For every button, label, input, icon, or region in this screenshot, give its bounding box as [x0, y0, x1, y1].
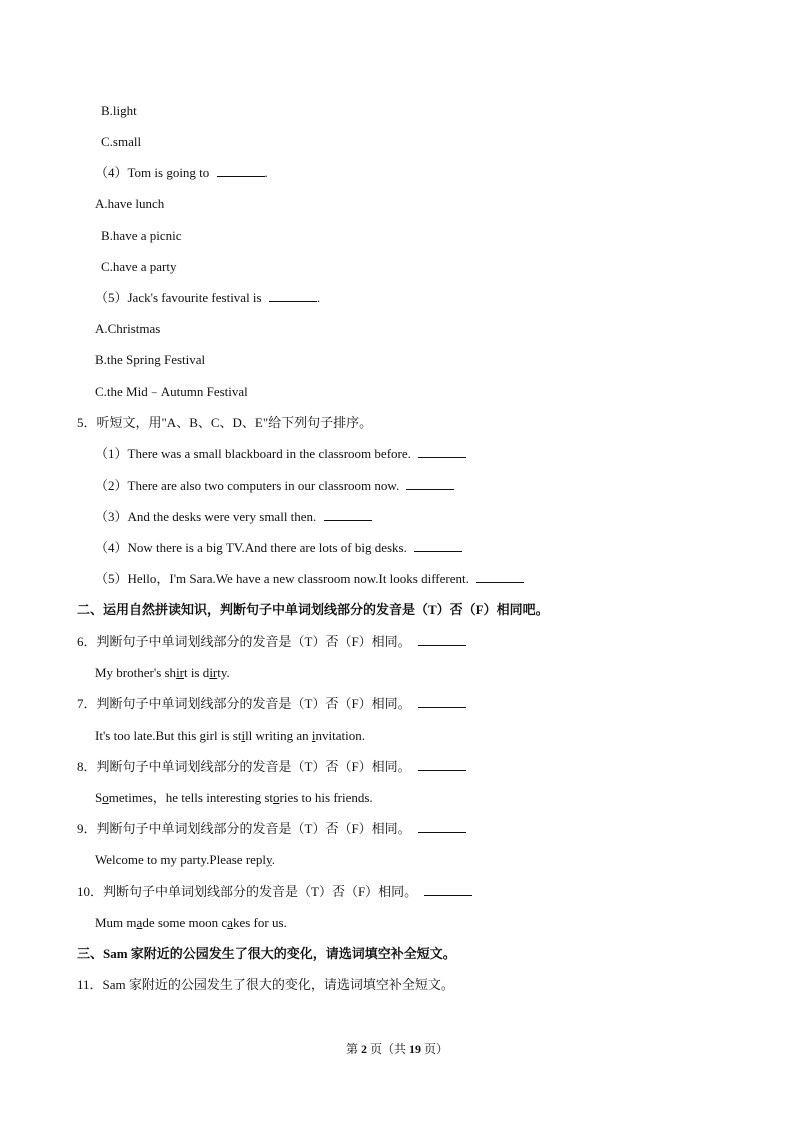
answer-blank[interactable]: [418, 446, 466, 458]
option-c-mid-autumn-festival: C.the Mid﹣Autumn Festival: [95, 384, 248, 399]
section-2-heading: 二、运用自然拼读知识，判断句子中单词划线部分的发音是（T）否（F）相同吧。: [77, 602, 549, 617]
sentence-10: Mum made some moon cakes for us.: [95, 915, 287, 930]
question-5-1: （1）There was a small blackboard in the classroom before.: [95, 446, 466, 462]
question-8: 8．判断句子中单词划线部分的发音是（T）否（F）相同。: [77, 759, 466, 775]
question-11: 11．Sam 家附近的公园发生了很大的变化，请选词填空补全短文。: [77, 977, 454, 992]
sentence-8: Sometimes，he tells interesting stories to his friends.: [95, 790, 373, 805]
question-6: 6．判断句子中单词划线部分的发音是（T）否（F）相同。: [77, 634, 466, 650]
question-5-5: （5）Hello，I'm Sara.We have a new classroom now.It looks different.: [95, 571, 524, 587]
question-10: 10．判断句子中单词划线部分的发音是（T）否（F）相同。: [77, 884, 472, 900]
section-3-heading: 三、Sam 家附近的公园发生了很大的变化，请选词填空补全短文。: [77, 946, 456, 961]
answer-blank[interactable]: [418, 696, 466, 708]
answer-blank[interactable]: [406, 478, 454, 490]
answer-blank[interactable]: [418, 821, 466, 833]
question-4-4: （4）Tom is going to .: [95, 165, 268, 180]
sentence-6: My brother's shirt is dirty.: [95, 665, 230, 680]
page-footer: 第 2 页（共 19 页）: [345, 1042, 449, 1056]
answer-blank[interactable]: [217, 165, 265, 177]
answer-blank[interactable]: [414, 540, 462, 552]
question-5-4: （4）Now there is a big TV.And there are lots of big desks.: [95, 540, 462, 556]
sentence-7: It's too late.But this girl is still writing an invitation.: [95, 728, 365, 743]
option-a-christmas: A.Christmas: [95, 321, 161, 336]
option-b-have-a-picnic: B.have a picnic: [101, 228, 182, 243]
question-9: 9．判断句子中单词划线部分的发音是（T）否（F）相同。: [77, 821, 466, 837]
answer-blank[interactable]: [424, 884, 472, 896]
answer-blank[interactable]: [324, 509, 372, 521]
option-b-spring-festival: B.the Spring Festival: [95, 352, 206, 367]
option-c-small: C.small: [101, 134, 142, 149]
answer-blank[interactable]: [476, 571, 524, 583]
sentence-9: Welcome to my party.Please reply.: [95, 852, 275, 867]
option-a-have-lunch: A.have lunch: [95, 196, 165, 211]
answer-blank[interactable]: [269, 290, 317, 302]
answer-blank[interactable]: [418, 634, 466, 646]
question-5-2: （2）There are also two computers in our classroom now.: [95, 478, 454, 494]
question-5-3: （3）And the desks were very small then.: [95, 509, 372, 525]
answer-blank[interactable]: [418, 759, 466, 771]
question-7: 7．判断句子中单词划线部分的发音是（T）否（F）相同。: [77, 696, 466, 712]
option-b-light: B.light: [101, 103, 137, 118]
question-4-5: （5）Jack's favourite festival is .: [95, 290, 321, 305]
option-c-have-a-party: C.have a party: [101, 259, 177, 274]
question-5-title: 5．听短文，用"A、B、C、D、E"给下列句子排序。: [77, 415, 373, 430]
